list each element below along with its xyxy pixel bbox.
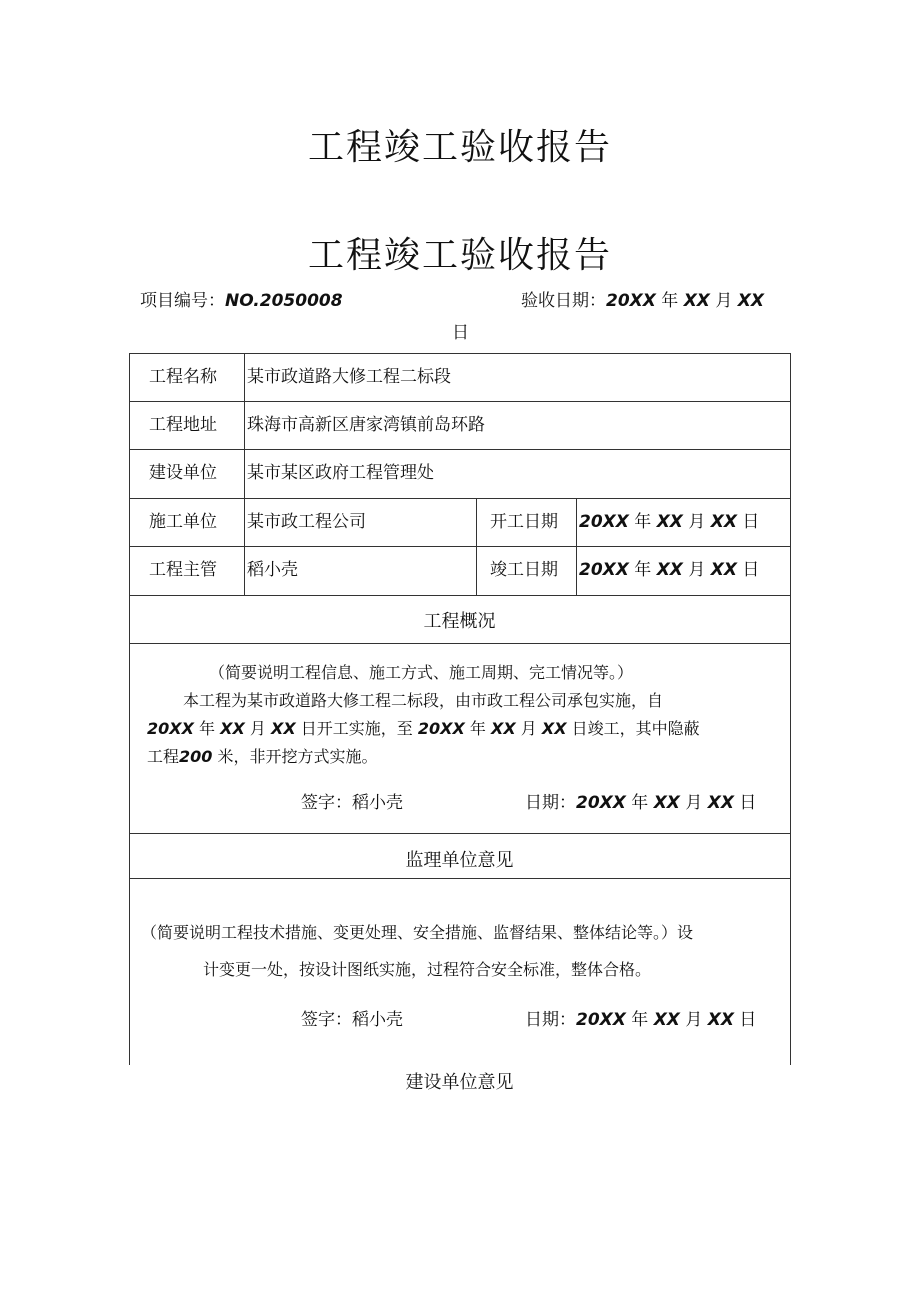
- document-title: 工程竣工验收报告: [307, 127, 612, 168]
- overview-date-day-unit: 日: [739, 793, 757, 813]
- completion-date-year: 20XX: [579, 560, 629, 580]
- value-contractor: 某市政工程公司: [247, 512, 366, 532]
- supervision-date-day: XX: [707, 1010, 734, 1030]
- label-project-name: 工程名称: [149, 367, 217, 387]
- label-owner-unit: 建设单位: [149, 463, 217, 483]
- supervision-date-day-unit: 日: [739, 1010, 757, 1030]
- value-owner-unit: 某市某区政府工程管理处: [247, 463, 434, 483]
- start-date-day: XX: [710, 512, 737, 532]
- acceptance-date-month: XX: [683, 291, 710, 311]
- completion-date-month: XX: [656, 560, 683, 580]
- start-date-year: 20XX: [579, 512, 629, 532]
- overview-date-month: XX: [653, 793, 680, 813]
- supervision-line-1: （简要说明工程技术措施、变更处理、安全措施、监督结果、整体结论等。）设: [141, 923, 694, 942]
- supervision-date-month-unit: 月: [685, 1010, 703, 1030]
- label-supervisor: 工程主管: [149, 560, 217, 580]
- overview-start-year: 20XX: [147, 719, 194, 738]
- acceptance-date: [521, 290, 764, 312]
- overview-length: 200: [179, 747, 213, 766]
- row-divider: [129, 546, 790, 547]
- project-number-label: 项目编号：: [140, 291, 225, 311]
- supervision-date: [525, 1009, 756, 1031]
- supervision-signature: 签字：稻小壳: [301, 1010, 403, 1030]
- overview-date-label: 日期：: [525, 793, 576, 813]
- row-divider: [129, 449, 790, 450]
- supervision-date-year: 20XX: [576, 1010, 626, 1030]
- overview-end-month-unit: 月: [520, 719, 537, 738]
- overview-line-2: [147, 715, 700, 743]
- overview-line-3: [147, 743, 378, 771]
- project-number: [140, 290, 343, 312]
- label-completion-date: 竣工日期: [490, 560, 558, 580]
- label-project-address: 工程地址: [149, 415, 217, 435]
- supervision-date-year-unit: 年: [631, 1010, 649, 1030]
- overview-end-year-unit: 年: [469, 719, 486, 738]
- overview-end-month: XX: [491, 719, 516, 738]
- acceptance-date-year: 20XX: [606, 291, 656, 311]
- table-border-left: [129, 353, 130, 1065]
- row-divider: [129, 833, 790, 834]
- column-divider: [576, 498, 577, 595]
- completion-date-day: XX: [710, 560, 737, 580]
- row-divider: [129, 595, 790, 596]
- row-divider: [129, 878, 790, 879]
- value-supervisor: 稻小壳: [247, 560, 298, 580]
- column-divider: [476, 498, 477, 595]
- overview-text-start: 日开工实施，至: [300, 719, 413, 738]
- overview-start-month: XX: [220, 719, 245, 738]
- label-contractor: 施工单位: [149, 512, 217, 532]
- value-completion-date: [579, 559, 759, 581]
- supervision-date-label: 日期：: [525, 1010, 576, 1030]
- overview-text-a: 工程: [147, 747, 180, 766]
- overview-date: [525, 792, 756, 814]
- overview-text-end: 日竣工，其中隐蔽: [571, 719, 700, 738]
- supervision-title: 监理单位意见: [405, 850, 514, 871]
- label-start-date: 开工日期: [490, 512, 558, 532]
- overview-start-month-unit: 月: [249, 719, 266, 738]
- acceptance-date-day-unit: 日: [452, 323, 469, 343]
- document-subtitle: 工程竣工验收报告: [307, 235, 612, 276]
- overview-start-year-unit: 年: [199, 719, 216, 738]
- overview-text-b: 米，非开挖方式实施。: [217, 747, 378, 766]
- row-divider: [129, 643, 790, 644]
- overview-date-year-unit: 年: [631, 793, 649, 813]
- overview-date-day: XX: [707, 793, 734, 813]
- supervision-line-2: 计变更一处，按设计图纸实施，过程符合安全标准，整体合格。: [203, 960, 652, 979]
- overview-end-day: XX: [541, 719, 567, 738]
- overview-start-day: XX: [271, 719, 296, 738]
- value-project-address: 珠海市高新区唐家湾镇前岛环路: [247, 415, 485, 435]
- acceptance-date-label: 验收日期：: [521, 291, 606, 311]
- completion-date-month-unit: 月: [688, 560, 706, 580]
- start-date-month-unit: 月: [688, 512, 706, 532]
- start-date-day-unit: 日: [742, 512, 760, 532]
- row-divider: [129, 498, 790, 499]
- overview-date-month-unit: 月: [685, 793, 703, 813]
- acceptance-date-year-unit: 年: [661, 291, 679, 311]
- acceptance-date-month-unit: 月: [715, 291, 733, 311]
- table-border-top: [129, 353, 790, 354]
- overview-signature: 签字：稻小壳: [301, 793, 403, 813]
- completion-date-year-unit: 年: [634, 560, 652, 580]
- acceptance-table: [129, 353, 790, 1065]
- project-number-value: NO.2050008: [225, 291, 343, 311]
- row-divider: [129, 401, 790, 402]
- overview-title: 工程概况: [423, 611, 496, 632]
- supervision-date-month: XX: [653, 1010, 680, 1030]
- value-start-date: [579, 511, 759, 533]
- completion-date-day-unit: 日: [742, 560, 760, 580]
- overview-line-1: 本工程为某市政道路大修工程二标段，由市政工程公司承包实施，自: [183, 691, 664, 710]
- start-date-month: XX: [656, 512, 683, 532]
- table-border-right: [790, 353, 791, 1065]
- overview-hint: （简要说明工程信息、施工方式、施工周期、完工情况等。）: [209, 663, 634, 682]
- acceptance-date-day: XX: [737, 291, 764, 311]
- start-date-year-unit: 年: [634, 512, 652, 532]
- column-divider: [244, 353, 245, 595]
- overview-end-year: 20XX: [417, 719, 465, 738]
- value-project-name: 某市政道路大修工程二标段: [247, 367, 451, 387]
- construction-opinion-title: 建设单位意见: [405, 1072, 514, 1093]
- overview-date-year: 20XX: [576, 793, 626, 813]
